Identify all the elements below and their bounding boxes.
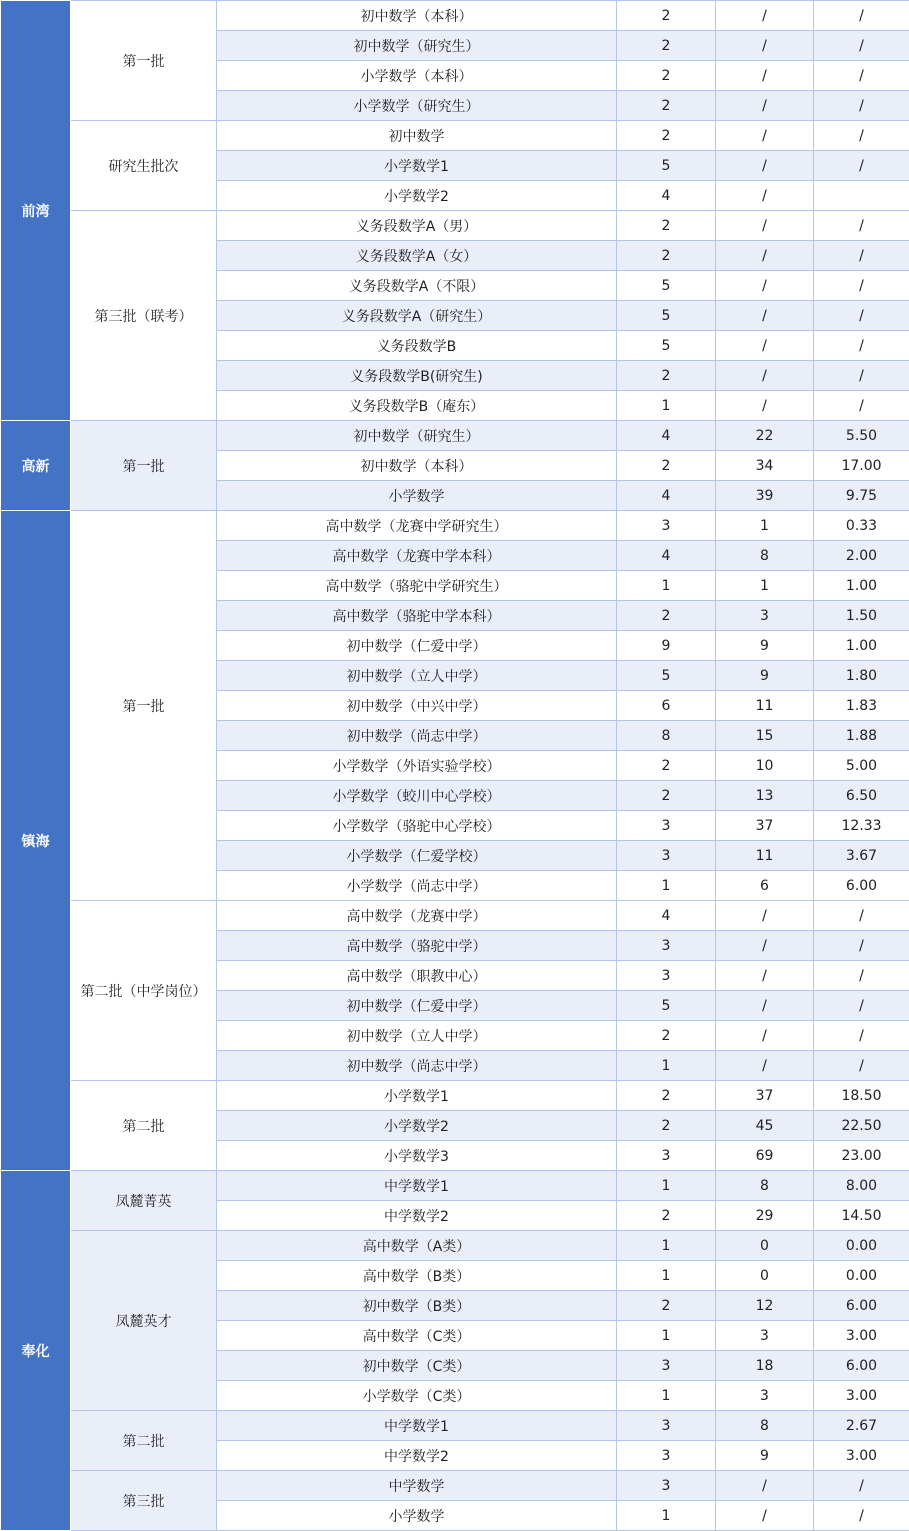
position-cell: 初中数学（研究生）: [217, 31, 617, 61]
ratio-cell: [814, 181, 909, 211]
ratio-cell: 18.50: [814, 1081, 909, 1111]
ratio-cell: 3.00: [814, 1441, 909, 1471]
quota-cell: 5: [617, 661, 716, 691]
applicants-cell: /: [716, 181, 814, 211]
ratio-cell: /: [814, 901, 909, 931]
ratio-cell: 8.00: [814, 1171, 909, 1201]
ratio-cell: /: [814, 91, 909, 121]
ratio-cell: 2.67: [814, 1411, 909, 1441]
applicants-cell: /: [716, 1471, 814, 1501]
applicants-cell: /: [716, 961, 814, 991]
table-row: [1, 511, 909, 541]
region-cell: 高新: [1, 421, 71, 511]
applicants-cell: 0: [716, 1231, 814, 1261]
applicants-cell: /: [716, 1, 814, 31]
ratio-cell: /: [814, 391, 909, 421]
quota-cell: 2: [617, 1021, 716, 1051]
position-cell: 小学数学: [217, 1501, 617, 1531]
applicants-cell: 8: [716, 1411, 814, 1441]
quota-cell: 1: [617, 1381, 716, 1411]
applicants-cell: 3: [716, 1321, 814, 1351]
ratio-cell: 1.88: [814, 721, 909, 751]
ratio-cell: 6.00: [814, 871, 909, 901]
position-cell: 高中数学（骆驼中学本科）: [217, 601, 617, 631]
position-cell: 小学数学2: [217, 181, 617, 211]
position-cell: 义务段数学A（男）: [217, 211, 617, 241]
ratio-cell: 3.00: [814, 1321, 909, 1351]
position-cell: 高中数学（龙赛中学）: [217, 901, 617, 931]
ratio-cell: /: [814, 301, 909, 331]
quota-cell: 2: [617, 751, 716, 781]
ratio-cell: /: [814, 991, 909, 1021]
batch-cell: 第三批（联考）: [71, 211, 217, 421]
position-cell: 初中数学（尚志中学）: [217, 721, 617, 751]
batch-cell: 第二批（中学岗位）: [71, 901, 217, 1081]
position-cell: 义务段数学B(研究生): [217, 361, 617, 391]
batch-cell: 第二批: [71, 1081, 217, 1171]
position-cell: 初中数学（本科）: [217, 451, 617, 481]
position-cell: 中学数学2: [217, 1441, 617, 1471]
quota-cell: 5: [617, 271, 716, 301]
ratio-cell: /: [814, 241, 909, 271]
position-cell: 高中数学（骆驼中学）: [217, 931, 617, 961]
applicants-cell: 45: [716, 1111, 814, 1141]
ratio-cell: /: [814, 1, 909, 31]
ratio-cell: 0.00: [814, 1231, 909, 1261]
applicants-cell: 9: [716, 661, 814, 691]
applicants-cell: 0: [716, 1261, 814, 1291]
quota-cell: 3: [617, 1411, 716, 1441]
quota-cell: 2: [617, 241, 716, 271]
position-cell: 小学数学（骆驼中心学校）: [217, 811, 617, 841]
ratio-cell: 1.83: [814, 691, 909, 721]
quota-cell: 4: [617, 421, 716, 451]
applicants-cell: 37: [716, 811, 814, 841]
applicants-cell: 11: [716, 691, 814, 721]
position-cell: 高中数学（A类）: [217, 1231, 617, 1261]
quota-cell: 2: [617, 601, 716, 631]
batch-cell: 第三批: [71, 1471, 217, 1531]
region-cell: 镇海: [1, 511, 71, 1171]
table-row: [1, 1, 909, 31]
quota-cell: 1: [617, 1051, 716, 1081]
ratio-cell: /: [814, 1501, 909, 1531]
quota-cell: 1: [617, 1321, 716, 1351]
quota-cell: 2: [617, 451, 716, 481]
quota-cell: 1: [617, 1501, 716, 1531]
position-cell: 高中数学（龙赛中学研究生）: [217, 511, 617, 541]
applicants-cell: 22: [716, 421, 814, 451]
applicants-cell: 12: [716, 1291, 814, 1321]
position-cell: 初中数学（中兴中学）: [217, 691, 617, 721]
quota-cell: 3: [617, 511, 716, 541]
quota-cell: 3: [617, 931, 716, 961]
ratio-cell: /: [814, 151, 909, 181]
applicants-cell: /: [716, 121, 814, 151]
position-cell: 小学数学（研究生）: [217, 91, 617, 121]
batch-cell: 第一批: [71, 1, 217, 121]
position-cell: 初中数学（立人中学）: [217, 1021, 617, 1051]
position-cell: 义务段数学B: [217, 331, 617, 361]
quota-cell: 1: [617, 1171, 716, 1201]
quota-cell: 3: [617, 1141, 716, 1171]
ratio-cell: 14.50: [814, 1201, 909, 1231]
quota-cell: 9: [617, 631, 716, 661]
ratio-cell: /: [814, 271, 909, 301]
region-cell: 奉化: [1, 1171, 71, 1531]
applicants-cell: 34: [716, 451, 814, 481]
quota-cell: 2: [617, 121, 716, 151]
position-cell: 小学数学3: [217, 1141, 617, 1171]
applicants-cell: /: [716, 31, 814, 61]
ratio-cell: 17.00: [814, 451, 909, 481]
ratio-cell: 6.00: [814, 1291, 909, 1321]
ratio-cell: /: [814, 361, 909, 391]
quota-cell: 2: [617, 1, 716, 31]
quota-cell: 4: [617, 541, 716, 571]
quota-cell: 1: [617, 571, 716, 601]
position-cell: 高中数学（C类）: [217, 1321, 617, 1351]
batch-cell: 第一批: [71, 421, 217, 511]
applicants-cell: /: [716, 271, 814, 301]
applicants-cell: 15: [716, 721, 814, 751]
table-row: [1, 901, 909, 931]
ratio-cell: 5.00: [814, 751, 909, 781]
ratio-cell: /: [814, 31, 909, 61]
ratio-cell: 3.67: [814, 841, 909, 871]
applicants-cell: /: [716, 931, 814, 961]
ratio-cell: /: [814, 1471, 909, 1501]
position-cell: 小学数学1: [217, 151, 617, 181]
position-cell: 小学数学2: [217, 1111, 617, 1141]
quota-cell: 2: [617, 61, 716, 91]
position-cell: 小学数学（尚志中学）: [217, 871, 617, 901]
position-cell: 初中数学（仁爱中学）: [217, 991, 617, 1021]
batch-cell: 第一批: [71, 511, 217, 901]
quota-cell: 2: [617, 91, 716, 121]
ratio-cell: /: [814, 1021, 909, 1051]
quota-cell: 5: [617, 331, 716, 361]
quota-cell: 3: [617, 961, 716, 991]
quota-cell: 3: [617, 811, 716, 841]
position-cell: 小学数学（蛟川中心学校）: [217, 781, 617, 811]
position-cell: 义务段数学A（不限）: [217, 271, 617, 301]
position-cell: 初中数学（B类）: [217, 1291, 617, 1321]
quota-cell: 8: [617, 721, 716, 751]
applicants-cell: 13: [716, 781, 814, 811]
quota-cell: 5: [617, 151, 716, 181]
quota-cell: 4: [617, 901, 716, 931]
position-cell: 义务段数学A（研究生）: [217, 301, 617, 331]
quota-cell: 2: [617, 781, 716, 811]
ratio-cell: /: [814, 961, 909, 991]
applicants-cell: 6: [716, 871, 814, 901]
position-cell: 小学数学1: [217, 1081, 617, 1111]
position-cell: 高中数学（职教中心）: [217, 961, 617, 991]
table-row: [1, 1411, 909, 1441]
table-row: [1, 121, 909, 151]
ratio-cell: 22.50: [814, 1111, 909, 1141]
quota-cell: 3: [617, 1351, 716, 1381]
applicants-cell: /: [716, 1051, 814, 1081]
applicants-cell: /: [716, 1501, 814, 1531]
quota-cell: 2: [617, 31, 716, 61]
batch-cell: 第二批: [71, 1411, 217, 1471]
applicants-cell: /: [716, 331, 814, 361]
position-cell: 小学数学（仁爱学校）: [217, 841, 617, 871]
applicants-cell: /: [716, 91, 814, 121]
quota-cell: 2: [617, 361, 716, 391]
ratio-cell: 12.33: [814, 811, 909, 841]
position-cell: 初中数学（仁爱中学）: [217, 631, 617, 661]
quota-cell: 2: [617, 1291, 716, 1321]
applicants-cell: 69: [716, 1141, 814, 1171]
position-cell: 初中数学（本科）: [217, 1, 617, 31]
position-cell: 义务段数学A（女）: [217, 241, 617, 271]
ratio-cell: 0.33: [814, 511, 909, 541]
ratio-cell: /: [814, 211, 909, 241]
table-row: [1, 1231, 909, 1261]
ratio-cell: 1.00: [814, 571, 909, 601]
position-cell: 高中数学（骆驼中学研究生）: [217, 571, 617, 601]
ratio-cell: 6.00: [814, 1351, 909, 1381]
quota-cell: 5: [617, 991, 716, 1021]
table-row: [1, 211, 909, 241]
quota-cell: 3: [617, 1471, 716, 1501]
quota-cell: 4: [617, 181, 716, 211]
applicants-cell: 37: [716, 1081, 814, 1111]
quota-cell: 2: [617, 211, 716, 241]
ratio-cell: 1.00: [814, 631, 909, 661]
position-cell: 高中数学（龙赛中学本科）: [217, 541, 617, 571]
quota-cell: 1: [617, 1231, 716, 1261]
table-row: [1, 1471, 909, 1501]
applicants-cell: 11: [716, 841, 814, 871]
quota-cell: 3: [617, 841, 716, 871]
position-cell: 小学数学（C类）: [217, 1381, 617, 1411]
quota-cell: 3: [617, 1441, 716, 1471]
applicants-cell: /: [716, 241, 814, 271]
quota-cell: 1: [617, 871, 716, 901]
quota-cell: 2: [617, 1201, 716, 1231]
table-body: [1, 1, 909, 1531]
quota-cell: 5: [617, 301, 716, 331]
ratio-cell: 1.50: [814, 601, 909, 631]
position-cell: 小学数学（外语实验学校）: [217, 751, 617, 781]
applicants-cell: 8: [716, 1171, 814, 1201]
quota-cell: 1: [617, 391, 716, 421]
position-cell: 小学数学: [217, 481, 617, 511]
position-cell: 初中数学: [217, 121, 617, 151]
applicants-cell: /: [716, 211, 814, 241]
position-cell: 初中数学（尚志中学）: [217, 1051, 617, 1081]
ratio-cell: 1.80: [814, 661, 909, 691]
quota-cell: 1: [617, 1261, 716, 1291]
applicants-cell: 1: [716, 571, 814, 601]
applicants-cell: /: [716, 1021, 814, 1051]
position-cell: 中学数学1: [217, 1411, 617, 1441]
ratio-cell: /: [814, 121, 909, 151]
ratio-cell: /: [814, 331, 909, 361]
applicants-cell: /: [716, 391, 814, 421]
applicants-cell: 3: [716, 601, 814, 631]
ratio-cell: 3.00: [814, 1381, 909, 1411]
table-row: [1, 421, 909, 451]
ratio-cell: /: [814, 1051, 909, 1081]
table-row: [1, 1171, 909, 1201]
ratio-cell: 6.50: [814, 781, 909, 811]
position-cell: 初中数学（研究生）: [217, 421, 617, 451]
quota-cell: 6: [617, 691, 716, 721]
applicants-cell: 3: [716, 1381, 814, 1411]
applicants-cell: /: [716, 151, 814, 181]
position-cell: 中学数学: [217, 1471, 617, 1501]
applicants-cell: 10: [716, 751, 814, 781]
applicants-cell: /: [716, 901, 814, 931]
applicants-cell: 8: [716, 541, 814, 571]
ratio-cell: 2.00: [814, 541, 909, 571]
quota-cell: 2: [617, 1111, 716, 1141]
ratio-cell: /: [814, 61, 909, 91]
ratio-cell: 5.50: [814, 421, 909, 451]
applicants-cell: /: [716, 361, 814, 391]
quota-cell: 2: [617, 1081, 716, 1111]
quota-cell: 4: [617, 481, 716, 511]
ratio-cell: /: [814, 931, 909, 961]
ratio-cell: 9.75: [814, 481, 909, 511]
position-cell: 高中数学（B类）: [217, 1261, 617, 1291]
batch-cell: 研究生批次: [71, 121, 217, 211]
position-cell: 初中数学（立人中学）: [217, 661, 617, 691]
position-cell: 中学数学1: [217, 1171, 617, 1201]
applicants-cell: 1: [716, 511, 814, 541]
table-row: [1, 1081, 909, 1111]
applicants-cell: /: [716, 991, 814, 1021]
region-cell: 前湾: [1, 1, 71, 421]
position-cell: 义务段数学B（庵东）: [217, 391, 617, 421]
applicants-cell: 29: [716, 1201, 814, 1231]
applicants-cell: 39: [716, 481, 814, 511]
position-cell: 初中数学（C类）: [217, 1351, 617, 1381]
ratio-cell: 0.00: [814, 1261, 909, 1291]
ratio-cell: 23.00: [814, 1141, 909, 1171]
applicants-cell: /: [716, 61, 814, 91]
position-cell: 中学数学2: [217, 1201, 617, 1231]
batch-cell: 凤麓菁英: [71, 1171, 217, 1231]
batch-cell: 凤麓英才: [71, 1231, 217, 1411]
position-cell: 小学数学（本科）: [217, 61, 617, 91]
applicants-cell: 9: [716, 1441, 814, 1471]
applicants-cell: 9: [716, 631, 814, 661]
applicants-cell: /: [716, 301, 814, 331]
applicants-cell: 18: [716, 1351, 814, 1381]
